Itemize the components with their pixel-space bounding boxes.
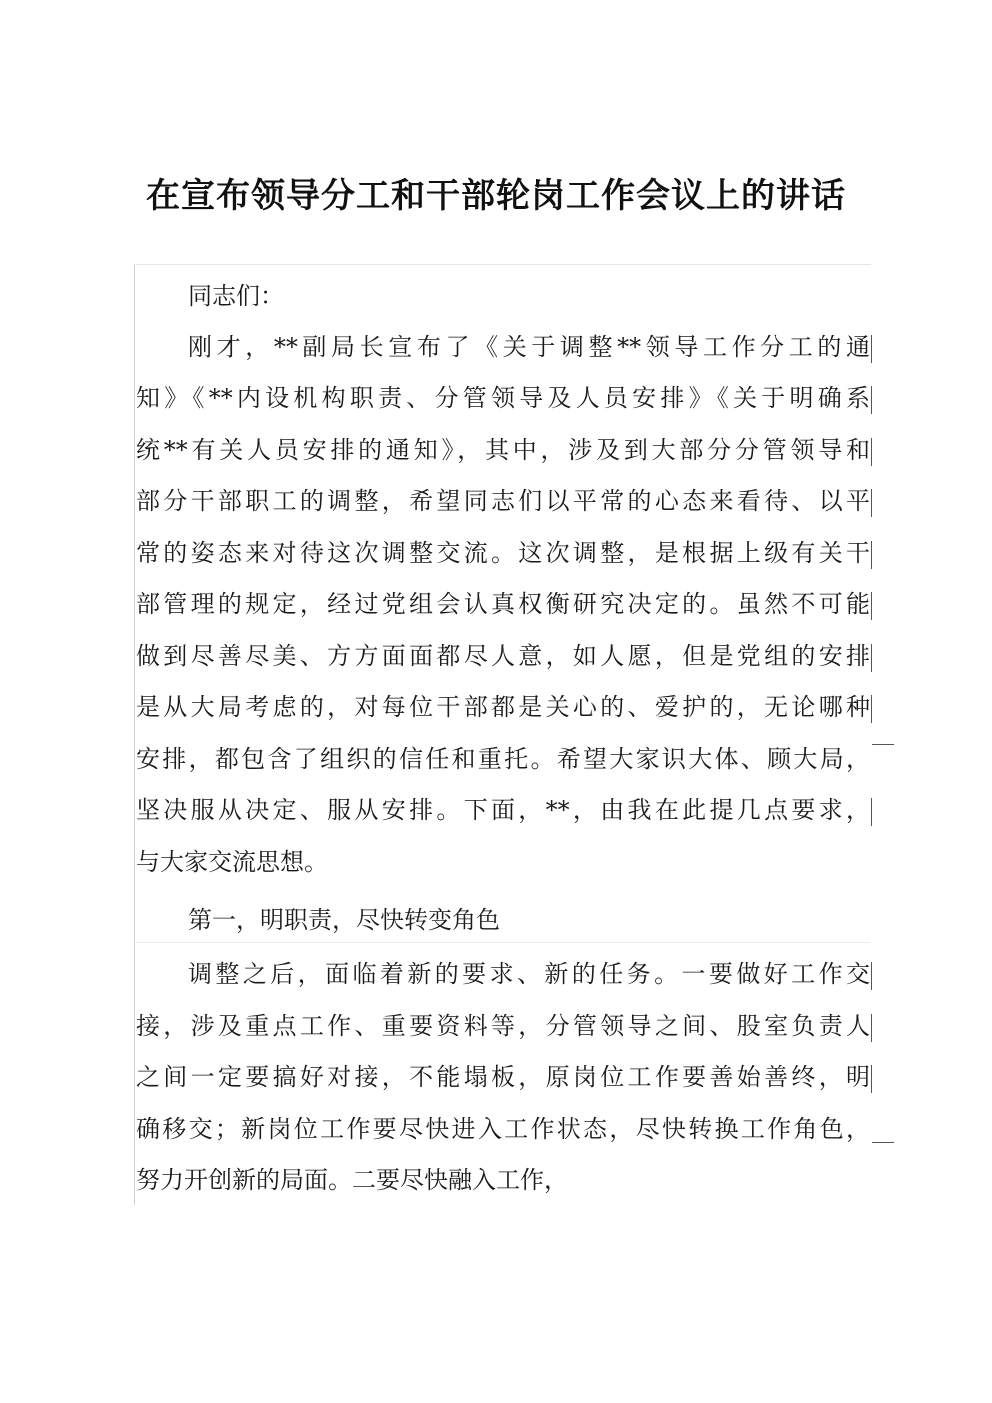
greeting: 同志们： bbox=[188, 282, 284, 310]
paragraph-line: 坚决服从决定、服从安排。下面，**，由我在此提几点要求， bbox=[136, 796, 870, 824]
line-marker bbox=[871, 335, 872, 363]
paragraph-line: 安排，都包含了组织的信任和重托。希望大家识大体、顾大局， bbox=[136, 745, 870, 773]
line-marker bbox=[871, 798, 872, 826]
paragraph-line: 努力开创新的局面。二要尽快融入工作， bbox=[136, 1166, 568, 1194]
paragraph-line: 接，涉及重点工作、重要资料等，分管领导之间、股室负责人 bbox=[136, 1012, 870, 1040]
paragraph-line: 常的姿态来对待这次调整交流。这次调整，是根据上级有关干 bbox=[136, 539, 870, 567]
paragraph-line: 与大家交流思想。 bbox=[136, 848, 328, 876]
line-marker bbox=[871, 1065, 872, 1093]
line-marker bbox=[871, 962, 872, 990]
paragraph-line: 调整之后，面临着新的要求、新的任务。一要做好工作交 bbox=[188, 960, 870, 988]
line-marker bbox=[871, 695, 872, 723]
line-marker bbox=[871, 386, 872, 414]
paragraph-line: 知》《**内设机构职责、分管领导及人员安排》《关于明确系 bbox=[136, 384, 870, 412]
section-divider bbox=[134, 942, 870, 943]
line-marker bbox=[872, 744, 894, 745]
document-title: 在宣布领导分工和干部轮岗工作会议上的讲话 bbox=[146, 176, 846, 216]
paragraph-line: 之间一定要搞好对接，不能塌板，原岗位工作要善始善终，明 bbox=[136, 1063, 870, 1091]
paragraph-line: 做到尽善尽美、方方面面都尽人意，如人愿，但是党组的安排 bbox=[136, 642, 870, 670]
paragraph-line: 刚才，**副局长宣布了《关于调整**领导工作分工的通 bbox=[188, 333, 870, 361]
line-marker bbox=[871, 541, 872, 569]
line-marker bbox=[871, 489, 872, 517]
line-marker bbox=[871, 1014, 872, 1042]
line-marker bbox=[871, 592, 872, 620]
paragraph-line: 部分干部职工的调整，希望同志们以平常的心态来看待、以平 bbox=[136, 487, 870, 515]
paragraph-line: 是从大局考虑的，对每位干部都是关心的、爱护的，无论哪种 bbox=[136, 693, 870, 721]
section-heading: 第一，明职责，尽快转变角色 bbox=[188, 906, 500, 934]
line-marker bbox=[872, 1142, 894, 1143]
line-marker bbox=[871, 644, 872, 672]
paragraph-line: 部管理的规定，经过党组会认真权衡研究决定的。虽然不可能 bbox=[136, 590, 870, 618]
paragraph-line: 确移交；新岗位工作要尽快进入工作状态，尽快转换工作角色， bbox=[136, 1115, 870, 1143]
line-marker bbox=[871, 438, 872, 466]
paragraph-line: 统**有关人员安排的通知》，其中，涉及到大部分分管领导和 bbox=[136, 436, 870, 464]
